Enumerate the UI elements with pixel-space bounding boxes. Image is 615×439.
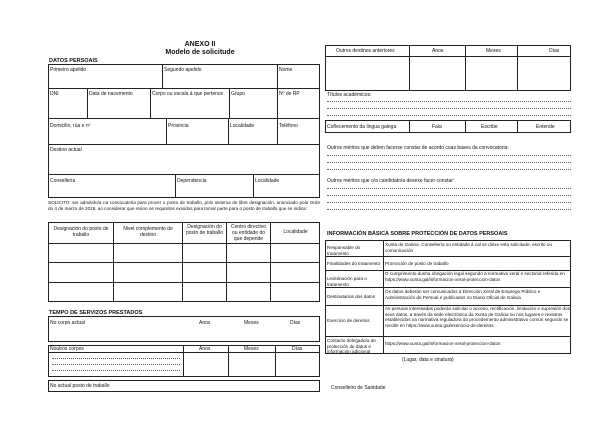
other-bodies-row [48,345,320,377]
current-destination-label: Destino actual [50,147,82,153]
months-label: Meses [244,320,259,326]
dni-label: DNI [50,91,59,97]
prev-years-label: Anos [432,48,444,54]
col-level: Nivel complemento de destino [123,226,173,238]
merits-label: Outros méritos que deben facerse constar de acordo coas bases da convocatoria: [327,145,509,151]
days2-label: Días [292,346,303,352]
signature-label: (Lugar, data e sinatura) [402,357,454,363]
second-surname-label: Segundo apelido [164,67,202,73]
birth-date-label: Data de nacemento [89,91,133,97]
addressee-label: Conselleiro de Sanidade [331,385,386,391]
prev-days-label: Días [549,48,560,54]
locality-label: Localidade [230,123,255,129]
privacy-val-0: Xunta de Galicia. Consellería ou entidade á cal se dirixe esta solicitude, escrito ou comunicación [385,242,553,253]
dependency-label: Dependencia [177,178,207,184]
first-surname-label: Primeiro apelido [50,67,87,73]
galician-understand: Entende [536,124,555,130]
privacy-key-1: Finalidades do tratamento [327,261,381,266]
years2-label: Anos [199,346,211,352]
nrp-label: Nº de RP [279,91,300,97]
col-position-designation: Designación do posto de traballo [186,224,223,236]
privacy-key-2: Lexitimación para o tratamento [327,276,367,287]
request-text: SOLICITO: ser admitido/a na convocatoria para prover o posto de traballo, polo sistema de libre designación, anunciado pola Orde do 4 de marzo de 2026, ao considerar que reúno os requisitos exixidos para tomar parte para o posto de traballo que se indica: [48,200,320,211]
prev-destinations-label: Outros destinos anteriores [336,48,395,54]
locality2-label: Localidade [255,178,280,184]
privacy-key-0: Responsable do tratamento [327,245,361,256]
section-personal-data: DATOS PERSOAIS [49,58,98,64]
prev-months-label: Meses [486,48,501,54]
col-position-name: Designación do posto de traballo [53,226,109,238]
privacy-key-5: Contacto delegado/a de protección de datos e información adicional [327,338,376,355]
current-body-label: No corpo actual [50,320,86,326]
group-label: Grupo [231,91,245,97]
province-label: Provincia [168,123,189,129]
privacy-val-4: As persoas interesadas poderán solicitar o acceso, rectificación, limitación e supresión dos seus datos, a través da sede electrónica da Xunta de Galicia ou nos lugares e rexistros establecidos na normativa reguladora do procedemento administrativo común segundo se recolle en https://www.xunta.gal/exercicio-de-dereitos [385,306,570,328]
privacy-val-2: O cumprimento dunha obrigación legal segundo a normativa xeral e sectorial referida en https://www.xunta.gal/informacion-xeral-proteccion-datos [385,271,565,282]
address-label: Domicilio, rúa e nº [50,123,91,129]
privacy-key-3: Destinatarios dos datos [327,294,376,299]
months2-label: Meses [244,346,259,352]
section-privacy: INFORMACIÓN BÁSICA SOBRE PROTECCIÓN DE DATOS PERSOAIS [327,231,508,237]
current-post-label: No actual posto de traballo [50,383,110,389]
ministry-label: Consellería [50,178,76,184]
academic-label: Títulos académicos: [327,92,372,98]
section-service-time: TEMPO DE SERVIZOS PRESTADOS [49,310,143,316]
galician-write: Escribe [481,124,498,130]
galician-label: Coñecemento da lingua galega [327,124,397,130]
privacy-val-3: Os datos deberán ser comunicados á Dirección Xeral de Emprego Público e Administración de Persoal e publicados no Diario Oficial de Galicia [385,289,541,300]
body-scale-label: Corpo ou escala á que pertence [152,91,224,97]
galician-read: Fala [432,124,442,130]
privacy-key-4: Exercicio de dereitos [327,318,370,323]
years-label: Anos [199,320,211,326]
merits2-label: Outros méritos que o/a candidato/a desexe facer constar: [327,178,455,184]
current-body-row [48,316,320,342]
name-label: Nome [279,67,293,73]
col-center: Centro directivo ou entidade do que depende [230,224,266,242]
col-locality: Localidade [283,229,308,235]
privacy-val-1: Promoción de posto de traballo [385,261,449,266]
phone-label: Teléfono [279,123,298,129]
annex-label: ANEXO II [184,41,216,48]
days-label: Días [290,320,301,326]
page-title: Modelo de solicitude [165,49,235,56]
other-bodies-label: Noutros corpos [50,346,84,352]
privacy-val-5: https://www.xunta.gal/informacion-xeral-proteccion-datos [385,341,501,346]
